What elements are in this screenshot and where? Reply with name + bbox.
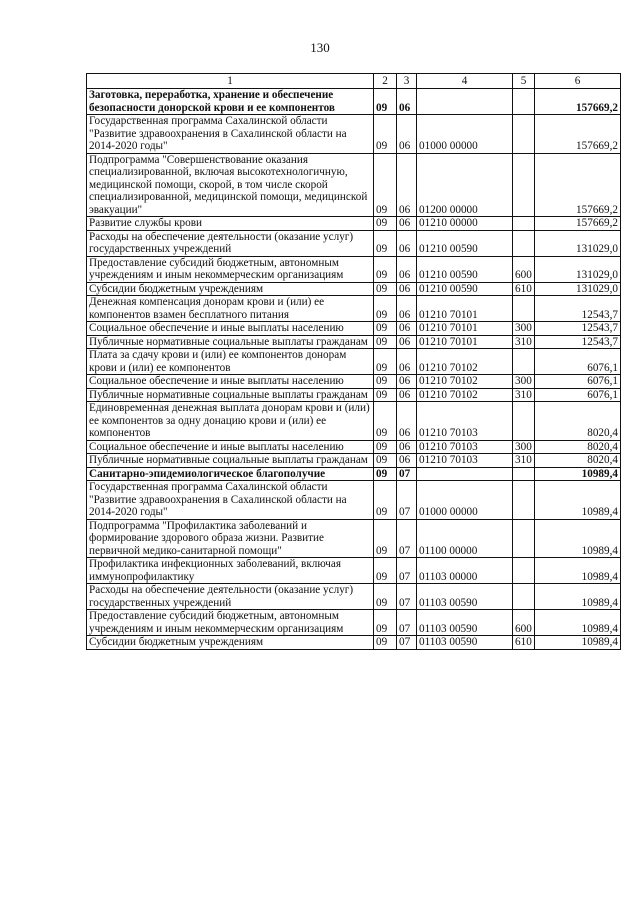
row-amount: 8020,4 — [535, 454, 621, 468]
budget-table — [86, 73, 621, 650]
row-expense-type: 310 — [513, 388, 535, 402]
row-target-code: 01210 00590 — [417, 282, 513, 296]
row-target-code: 01210 70103 — [417, 440, 513, 454]
row-target-code: 01210 00590 — [417, 230, 513, 256]
row-section: 09 — [374, 375, 397, 389]
row-subsection: 06 — [397, 402, 417, 441]
row-expense-type — [513, 467, 535, 481]
row-section: 09 — [374, 584, 397, 610]
row-expense-type: 610 — [513, 636, 535, 650]
row-section: 09 — [374, 296, 397, 322]
row-name: Заготовка, переработка, хранение и обеспечение безопасности донорской крови и ее компонентов — [87, 89, 374, 115]
row-amount: 157669,2 — [535, 217, 621, 231]
row-subsection: 06 — [397, 388, 417, 402]
row-amount: 6076,1 — [535, 375, 621, 389]
row-name: Расходы на обеспечение деятельности (оказание услуг) государственных учреждений — [87, 584, 374, 610]
row-name: Развитие службы крови — [87, 217, 374, 231]
row-name: Социальное обеспечение и иные выплаты населению — [87, 375, 374, 389]
header-col-1: 1 — [87, 74, 374, 89]
table-row — [87, 322, 621, 336]
row-name: Предоставление субсидий бюджетным, автономным учреждениям и иным некоммерческим организациям — [87, 610, 374, 636]
table-row — [87, 388, 621, 402]
row-name: Публичные нормативные социальные выплаты гражданам — [87, 454, 374, 468]
row-target-code: 01210 70102 — [417, 349, 513, 375]
row-name: Плата за сдачу крови и (или) ее компонентов донорам крови и (или) ее компонентов — [87, 349, 374, 375]
table-row — [87, 558, 621, 584]
row-target-code: 01210 70102 — [417, 388, 513, 402]
table-row — [87, 610, 621, 636]
table-row — [87, 402, 621, 441]
row-subsection: 06 — [397, 217, 417, 231]
row-section: 09 — [374, 115, 397, 154]
row-subsection: 06 — [397, 89, 417, 115]
table-row — [87, 335, 621, 349]
row-name: Единовременная денежная выплата донорам крови и (или) ее компонентов за одну донацию крови и (или) ее компонентов — [87, 402, 374, 441]
row-expense-type: 300 — [513, 440, 535, 454]
row-amount: 10989,4 — [535, 519, 621, 558]
row-name: Предоставление субсидий бюджетным, автономным учреждениям и иным некоммерческим организациям — [87, 256, 374, 282]
row-expense-type — [513, 115, 535, 154]
row-subsection: 06 — [397, 282, 417, 296]
row-subsection: 06 — [397, 335, 417, 349]
row-expense-type — [513, 153, 535, 217]
row-target-code: 01210 70102 — [417, 375, 513, 389]
row-expense-type: 600 — [513, 256, 535, 282]
row-section: 09 — [374, 519, 397, 558]
row-subsection: 06 — [397, 349, 417, 375]
header-col-5: 5 — [513, 74, 535, 89]
row-target-code: 01210 00000 — [417, 217, 513, 231]
table-row — [87, 230, 621, 256]
row-expense-type: 300 — [513, 375, 535, 389]
row-name: Публичные нормативные социальные выплаты гражданам — [87, 335, 374, 349]
row-section: 09 — [374, 89, 397, 115]
row-target-code — [417, 467, 513, 481]
row-section: 09 — [374, 467, 397, 481]
row-target-code: 01200 00000 — [417, 153, 513, 217]
row-subsection: 07 — [397, 467, 417, 481]
table-row — [87, 349, 621, 375]
row-section: 09 — [374, 481, 397, 520]
row-expense-type — [513, 230, 535, 256]
row-expense-type: 310 — [513, 335, 535, 349]
table-row — [87, 636, 621, 650]
row-subsection: 07 — [397, 610, 417, 636]
row-amount: 10989,4 — [535, 558, 621, 584]
row-subsection: 07 — [397, 481, 417, 520]
row-target-code — [417, 89, 513, 115]
table-row — [87, 375, 621, 389]
table-row — [87, 217, 621, 231]
table-header-row — [87, 74, 621, 89]
row-amount: 12543,7 — [535, 322, 621, 336]
row-subsection: 06 — [397, 230, 417, 256]
table-row — [87, 467, 621, 481]
row-section: 09 — [374, 256, 397, 282]
row-name: Субсидии бюджетным учреждениям — [87, 636, 374, 650]
row-expense-type — [513, 558, 535, 584]
row-expense-type — [513, 584, 535, 610]
row-expense-type — [513, 402, 535, 441]
row-name: Социальное обеспечение и иные выплаты населению — [87, 322, 374, 336]
row-name: Подпрограмма "Профилактика заболеваний и формирование здорового образа жизни. Развитие первичной медико-санитарной помощи" — [87, 519, 374, 558]
row-subsection: 06 — [397, 115, 417, 154]
table-row — [87, 584, 621, 610]
row-subsection: 06 — [397, 153, 417, 217]
row-expense-type — [513, 89, 535, 115]
row-expense-type — [513, 481, 535, 520]
row-amount: 131029,0 — [535, 230, 621, 256]
row-expense-type — [513, 296, 535, 322]
row-target-code: 01103 00590 — [417, 636, 513, 650]
row-name: Государственная программа Сахалинской области "Развитие здравоохранения в Сахалинской области на 2014-2020 годы" — [87, 481, 374, 520]
row-name: Денежная компенсация донорам крови и (или) ее компонентов взамен бесплатного питания — [87, 296, 374, 322]
row-amount: 131029,0 — [535, 256, 621, 282]
row-amount: 10989,4 — [535, 481, 621, 520]
row-amount: 8020,4 — [535, 440, 621, 454]
row-subsection: 07 — [397, 584, 417, 610]
table-row — [87, 282, 621, 296]
row-subsection: 06 — [397, 256, 417, 282]
row-subsection: 07 — [397, 558, 417, 584]
row-section: 09 — [374, 349, 397, 375]
row-section: 09 — [374, 322, 397, 336]
row-target-code: 01210 70103 — [417, 402, 513, 441]
table-body — [87, 89, 621, 650]
row-expense-type: 310 — [513, 454, 535, 468]
table-row — [87, 454, 621, 468]
table-row — [87, 440, 621, 454]
row-name: Субсидии бюджетным учреждениям — [87, 282, 374, 296]
row-amount: 6076,1 — [535, 388, 621, 402]
table-row — [87, 89, 621, 115]
row-section: 09 — [374, 558, 397, 584]
row-section: 09 — [374, 636, 397, 650]
row-subsection: 07 — [397, 519, 417, 558]
row-section: 09 — [374, 282, 397, 296]
row-subsection: 06 — [397, 296, 417, 322]
row-amount: 157669,2 — [535, 115, 621, 154]
row-expense-type — [513, 519, 535, 558]
row-amount: 10989,4 — [535, 467, 621, 481]
row-target-code: 01103 00590 — [417, 610, 513, 636]
row-target-code: 01103 00000 — [417, 558, 513, 584]
row-target-code: 01103 00590 — [417, 584, 513, 610]
row-section: 09 — [374, 610, 397, 636]
row-amount: 10989,4 — [535, 584, 621, 610]
row-section: 09 — [374, 230, 397, 256]
row-name: Расходы на обеспечение деятельности (оказание услуг) государственных учреждений — [87, 230, 374, 256]
row-target-code: 01210 70101 — [417, 322, 513, 336]
row-subsection: 06 — [397, 322, 417, 336]
row-target-code: 01000 00000 — [417, 115, 513, 154]
row-expense-type — [513, 349, 535, 375]
row-target-code: 01210 00590 — [417, 256, 513, 282]
row-section: 09 — [374, 388, 397, 402]
table-row — [87, 296, 621, 322]
row-amount: 157669,2 — [535, 89, 621, 115]
row-amount: 10989,4 — [535, 636, 621, 650]
row-section: 09 — [374, 402, 397, 441]
row-target-code: 01000 00000 — [417, 481, 513, 520]
row-name: Социальное обеспечение и иные выплаты населению — [87, 440, 374, 454]
row-section: 09 — [374, 335, 397, 349]
row-subsection: 07 — [397, 636, 417, 650]
row-name: Государственная программа Сахалинской области "Развитие здравоохранения в Сахалинской области на 2014-2020 годы" — [87, 115, 374, 154]
row-section: 09 — [374, 440, 397, 454]
header-col-3: 3 — [397, 74, 417, 89]
row-section: 09 — [374, 217, 397, 231]
row-section: 09 — [374, 454, 397, 468]
header-col-2: 2 — [374, 74, 397, 89]
table-row — [87, 519, 621, 558]
row-name: Публичные нормативные социальные выплаты гражданам — [87, 388, 374, 402]
row-amount: 157669,2 — [535, 153, 621, 217]
table-row — [87, 153, 621, 217]
row-subsection: 06 — [397, 454, 417, 468]
row-target-code: 01100 00000 — [417, 519, 513, 558]
row-expense-type: 610 — [513, 282, 535, 296]
table-row — [87, 256, 621, 282]
table-row — [87, 481, 621, 520]
row-expense-type: 300 — [513, 322, 535, 336]
row-subsection: 06 — [397, 375, 417, 389]
row-section: 09 — [374, 153, 397, 217]
row-name: Санитарно-эпидемиологическое благополучие — [87, 467, 374, 481]
page-number: 130 — [310, 40, 330, 55]
row-name: Профилактика инфекционных заболеваний, включая иммунопрофилактику — [87, 558, 374, 584]
row-target-code: 01210 70101 — [417, 335, 513, 349]
row-amount: 10989,4 — [535, 610, 621, 636]
table-row — [87, 115, 621, 154]
row-amount: 12543,7 — [535, 296, 621, 322]
row-amount: 6076,1 — [535, 349, 621, 375]
row-subsection: 06 — [397, 440, 417, 454]
row-name: Подпрограмма "Совершенствование оказания специализированной, включая высокотехнологичную, медицинской помощи, скорой, в том числе скорой специализированной, медицинской помощи, медицинской эвакуации" — [87, 153, 374, 217]
row-expense-type: 600 — [513, 610, 535, 636]
row-amount: 12543,7 — [535, 335, 621, 349]
header-col-4: 4 — [417, 74, 513, 89]
row-amount: 8020,4 — [535, 402, 621, 441]
row-expense-type — [513, 217, 535, 231]
row-amount: 131029,0 — [535, 282, 621, 296]
row-target-code: 01210 70101 — [417, 296, 513, 322]
header-col-6: 6 — [535, 74, 621, 89]
row-target-code: 01210 70103 — [417, 454, 513, 468]
